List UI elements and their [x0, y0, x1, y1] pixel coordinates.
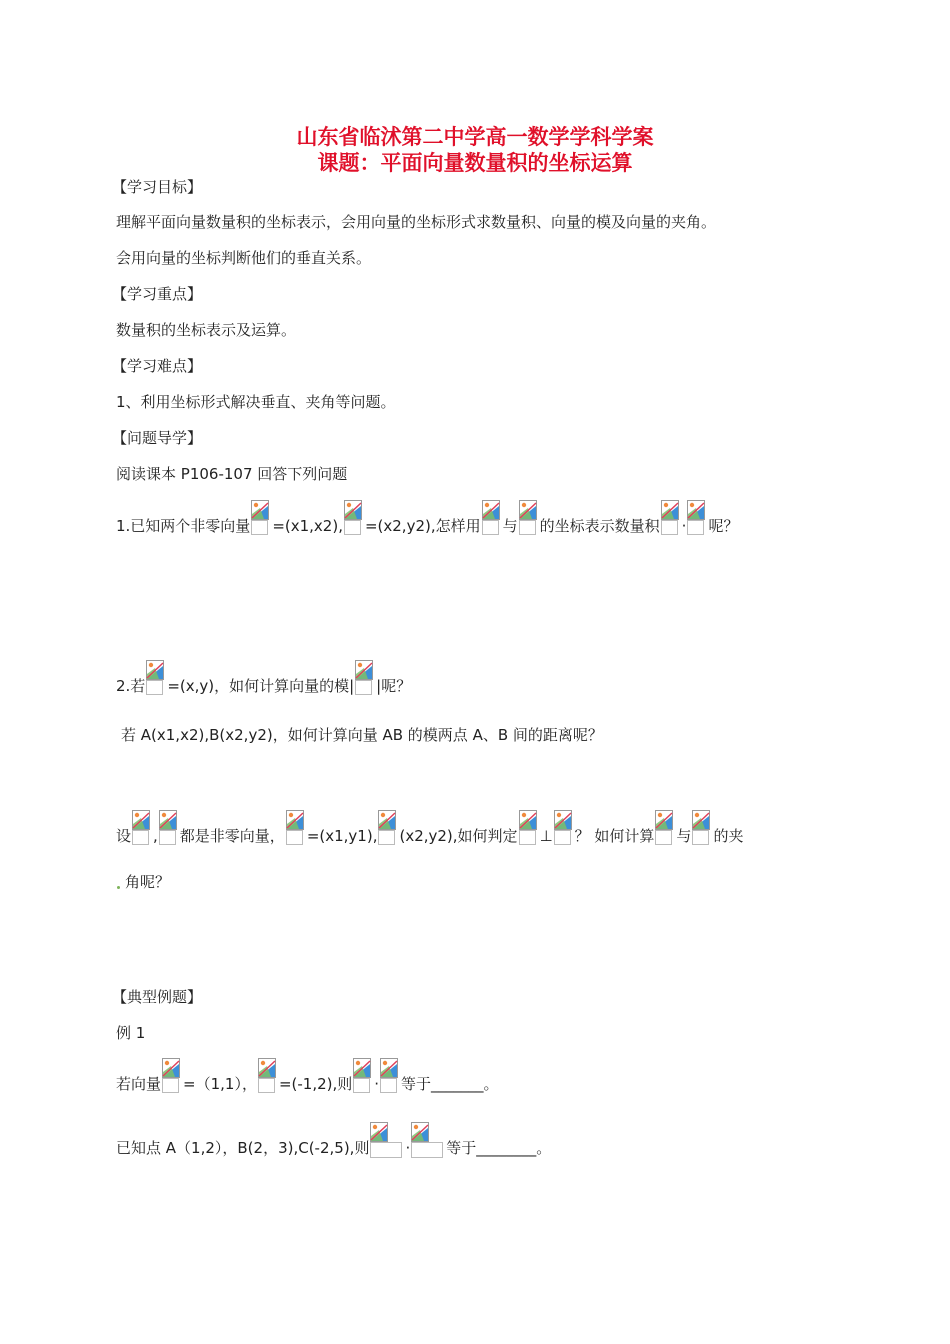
ex1-text-5: 等于_______。: [401, 1075, 499, 1093]
q3-text-2: ,: [153, 827, 158, 845]
broken-image-icon: [380, 1058, 400, 1094]
broken-image-icon: [692, 810, 712, 846]
goal-line-1: 理解平面向量数量积的坐标表示，会用向量的坐标形式求数量积、向量的模及向量的夹角。: [116, 213, 717, 231]
examples-heading: 【典型例题】: [112, 988, 203, 1006]
broken-image-icon: [687, 500, 707, 536]
q1-text-3: =(x2,y2),怎样用: [364, 517, 481, 535]
broken-image-icon: [286, 810, 306, 846]
q3-text-9: 的夹: [713, 827, 744, 845]
ex2-text-1: 已知点 A（1,2），B(2，3),C(-2,5),则: [116, 1139, 370, 1157]
ex2-text-3: 等于________。: [446, 1139, 552, 1157]
broken-image-icon: [370, 1122, 404, 1158]
guide-intro: 阅读课本 P106-107 回答下列问题: [116, 465, 348, 483]
q1-text-2: =(x1,x2),: [272, 517, 343, 535]
q1-text-5: 的坐标表示数量积: [539, 517, 660, 535]
broken-image-icon: [353, 1058, 373, 1094]
q1-text-1: 1.已知两个非零向量: [116, 517, 251, 535]
q2-text-2: =(x,y)，如何计算向量的模|: [167, 677, 355, 695]
q3-text-1: 设: [116, 827, 132, 845]
broken-image-icon: [355, 660, 375, 696]
q3-text-3: 都是非零向量，: [179, 827, 285, 845]
q1-text-4: 与: [502, 517, 518, 535]
q1-text-6: ·: [681, 517, 687, 535]
ex1-text-1: 若向量: [116, 1075, 162, 1093]
broken-image-icon: [411, 1122, 445, 1158]
example-label: 例 1: [116, 1024, 146, 1042]
q3-text-7: ？ 如何计算: [574, 827, 655, 845]
broken-image-icon: [258, 1058, 278, 1094]
q1-text-7: 呢？: [708, 517, 739, 535]
focus-line: 数量积的坐标表示及运算。: [116, 321, 297, 339]
broken-image-icon: [251, 500, 271, 536]
ex2-text-2: ·: [405, 1139, 411, 1157]
q3-text-5: (x2,y2),如何判定: [399, 827, 518, 845]
example-2: [116, 1122, 551, 1158]
broken-image-icon: [378, 810, 398, 846]
goal-line-2: 会用向量的坐标判断他们的垂直关系。: [116, 249, 372, 267]
ex1-text-3: =(-1,2),则: [278, 1075, 353, 1093]
q3-text-8: 与: [676, 827, 692, 845]
broken-image-icon: [655, 810, 675, 846]
question-1: [116, 500, 738, 536]
marker-dot: [117, 886, 120, 889]
broken-image-icon: [482, 500, 502, 536]
focus-heading: 【学习重点】: [112, 285, 203, 303]
q2-text-1: 2.若: [116, 677, 146, 695]
broken-image-icon: [661, 500, 681, 536]
broken-image-icon: [519, 810, 539, 846]
difficulty-heading: 【学习难点】: [112, 357, 203, 375]
broken-image-icon: [162, 1058, 182, 1094]
question-3-continued: [116, 872, 170, 892]
difficulty-line: 1、利用坐标形式解决垂直、夹角等问题。: [116, 393, 396, 411]
ex1-text-2: =（1,1），: [183, 1075, 257, 1093]
broken-image-icon: [344, 500, 364, 536]
q3-text-6: ⊥: [539, 827, 553, 845]
q2-text-3: |呢？: [376, 677, 412, 695]
question-3: [116, 810, 743, 846]
broken-image-icon: [554, 810, 574, 846]
broken-image-icon: [519, 500, 539, 536]
lesson-topic: 课题：平面向量数量积的坐标运算: [317, 151, 633, 175]
broken-image-icon: [159, 810, 179, 846]
question-2: [116, 660, 411, 696]
broken-image-icon: [132, 810, 152, 846]
q3-text-4: =(x1,y1),: [306, 827, 378, 845]
guide-heading: 【问题导学】: [112, 429, 203, 447]
ex1-text-4: ·: [374, 1075, 380, 1093]
question-2b: 若 A(x1,x2),B(x2,y2)，如何计算向量 AB 的模两点 A、B 间的距离呢？: [121, 726, 603, 744]
q3-text-10: 角呢？: [125, 873, 171, 891]
document-title: 山东省临沭第二中学高一数学学科学案: [296, 125, 654, 149]
example-1: [116, 1058, 499, 1094]
broken-image-icon: [146, 660, 166, 696]
goal-heading: 【学习目标】: [112, 178, 203, 196]
